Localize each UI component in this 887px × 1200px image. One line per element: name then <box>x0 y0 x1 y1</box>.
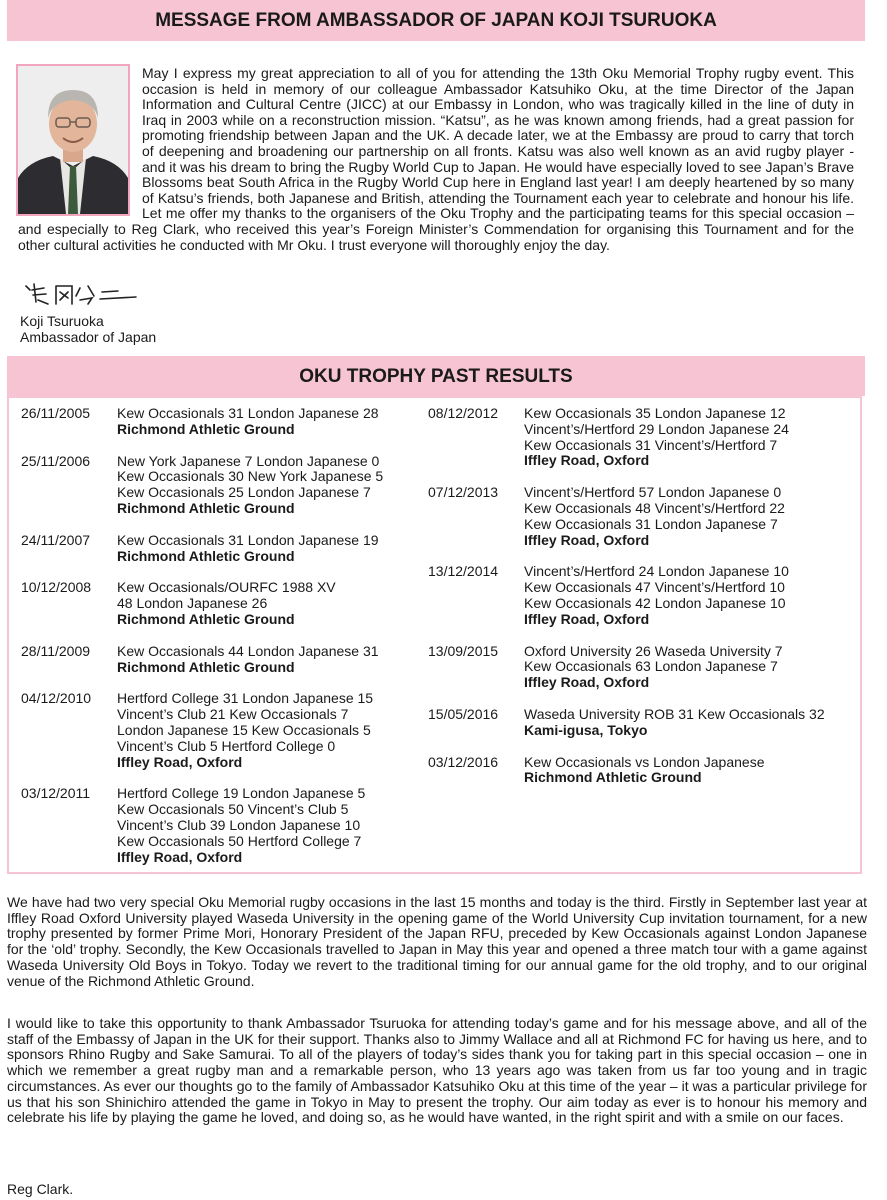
signer-name: Koji Tsuruoka <box>20 313 104 329</box>
result-entry <box>428 406 868 469</box>
closing-author: Reg Clark. <box>7 1181 74 1197</box>
result-venue: Iffley Road, Oxford <box>524 531 650 548</box>
result-entry <box>21 406 421 438</box>
result-score-line: Kew Occasionals vs London Japanese <box>524 753 765 770</box>
result-venue: Richmond Athletic Ground <box>117 547 295 564</box>
result-score-line: Vincent’s Club 21 Kew Occasionals 7 <box>117 706 349 723</box>
result-entry <box>21 533 421 565</box>
result-details <box>117 580 421 627</box>
result-score-line: London Japanese 15 Kew Occasionals 5 <box>117 721 371 738</box>
closing-paragraph-2: I would like to take this opportunity to thank Ambassador Tsuruoka for attending today’s game and for his message above, and all of the staff of the Embassy of Japan in the UK for their support. Thanks also to Jimmy Wallace and all at Richmond FC for having us here, and to sponsors Rhino Rugby and Sake Samurai. To all of the players of today’s sides thank you for taking part in this special occasion – one in which we remember a great rugby man and a remarkable person, who 13 years ago was taken from us far too young and in tragic circumstances. As ever our thoughts go to the family of Ambassador Katsuhiko Oku at this time of the year – it was a particular privilege for us that his son Shinichiro attended the game in Tokyo in May to present the trophy. Our aim today as ever is to honour his memory and celebrate his life by playing the game he loved, and doing so, as he would have wanted, in the right spirit and with a smile on our faces. <box>7 1015 867 1126</box>
result-score-line: Oxford University 26 Waseda University 7 <box>524 642 783 659</box>
result-score-line: Kew Occasionals 30 New York Japanese 5 <box>117 468 384 485</box>
result-date: 25/11/2006 <box>21 452 91 469</box>
result-score-line: Kew Occasionals 47 Vincent’s/Hertford 10 <box>524 579 785 596</box>
result-details <box>524 755 868 787</box>
result-score-line: Kew Occasionals/OURFC 1988 XV <box>117 579 336 596</box>
result-entry <box>428 707 868 739</box>
result-score-line: Kew Occasionals 31 London Japanese 7 <box>524 515 778 532</box>
result-venue: Iffley Road, Oxford <box>524 674 650 691</box>
result-venue: Iffley Road, Oxford <box>524 610 650 627</box>
results-banner: OKU TROPHY PAST RESULTS <box>7 356 865 396</box>
result-score-line: Kew Occasionals 44 London Japanese 31 <box>117 642 379 659</box>
result-score-line: Kew Occasionals 50 Vincent’s Club 5 <box>117 801 349 818</box>
result-venue: Iffley Road, Oxford <box>117 848 243 865</box>
result-score-line: Hertford College 19 London Japanese 5 <box>117 785 366 802</box>
result-score-line: Vincent’s/Hertford 24 London Japanese 10 <box>524 563 789 580</box>
result-venue: Kami-igusa, Tokyo <box>524 721 648 738</box>
result-score-line: Vincent’s/Hertford 29 London Japanese 24 <box>524 420 789 437</box>
result-details <box>117 691 421 770</box>
result-entry <box>21 580 421 627</box>
result-date: 24/11/2007 <box>21 531 91 548</box>
result-details <box>524 406 868 469</box>
message-text: May I express my great appreciation to all of you for attending the 13th Oku Memorial Trophy rugby event. This occasion is held in memory of our colleague Ambassador Katsuhiko Oku, at the time Director of the Japan Information and Cultural Centre (JICC) at our Embassy in London, who was tragically killed in the line of duty in Iraq in 2003 while on a reconstruction mission. “Katsu”, as he was known among friends, had a great passion for promoting friendship between Japan and the UK. A decade later, we at the Embassy are proud to carry that torch of deepening and broadening our partnership on all fronts. Katsu was also well known as an avid rugby player - and it was his dream to bring the Rugby World Cup to Japan. He would have especially loved to see Japan’s Brave Blossoms beat South Africa in the Rugby World Cup here in England last year! I am deeply heartened by so many of Katsu’s friends, both Japanese and British, attending the Tournament each year to celebrate and honour his life. Let me offer my thanks to the organisers of the Oku Trophy and the participating teams for this special occasion – and especially to Reg Clark, who received this year’s Foreign Minister’s Commendation for organising this Tournament and for the other cultural activities he conducted with Mr Oku. I trust everyone will thoroughly enjoy the day. <box>18 65 854 253</box>
result-details <box>524 485 868 548</box>
result-score-line: Kew Occasionals 48 Vincent’s/Hertford 22 <box>524 499 785 516</box>
result-score-line: Vincent’s Club 39 London Japanese 10 <box>117 816 361 833</box>
result-date: 13/12/2014 <box>428 563 499 580</box>
result-date: 28/11/2009 <box>21 642 91 659</box>
result-venue: Richmond Athletic Ground <box>117 420 295 437</box>
result-date: 15/05/2016 <box>428 705 499 722</box>
result-details <box>117 786 421 865</box>
results-column-left <box>21 406 421 881</box>
signer-title: Ambassador of Japan <box>20 329 157 345</box>
result-score-line: Kew Occasionals 63 London Japanese 7 <box>524 658 778 675</box>
result-entry <box>21 644 421 676</box>
result-venue: Richmond Athletic Ground <box>117 499 295 516</box>
result-entry <box>428 644 868 691</box>
ambassador-message <box>18 66 854 253</box>
result-details <box>117 406 421 438</box>
result-date: 08/12/2012 <box>428 405 499 421</box>
result-score-line: Waseda University ROB 31 Kew Occasionals 32 <box>524 705 825 722</box>
result-score-line: Vincent’s Club 5 Hertford College 0 <box>117 737 336 754</box>
result-entry <box>21 786 421 865</box>
result-date: 07/12/2013 <box>428 484 499 501</box>
result-date: 13/09/2015 <box>428 642 499 659</box>
result-details <box>117 644 421 676</box>
result-score-line: Kew Occasionals 50 Hertford College 7 <box>117 832 362 849</box>
result-date: 26/11/2005 <box>21 405 91 421</box>
result-details <box>117 454 421 517</box>
result-score-line: Kew Occasionals 31 London Japanese 19 <box>117 531 379 548</box>
result-entry <box>428 564 868 627</box>
result-venue: Richmond Athletic Ground <box>117 658 295 675</box>
result-date: 10/12/2008 <box>21 579 92 596</box>
results-column-right <box>428 406 868 802</box>
result-score-line: 48 London Japanese 26 <box>117 595 268 612</box>
result-date: 03/12/2011 <box>21 785 91 802</box>
result-details <box>524 564 868 627</box>
result-score-line: Kew Occasionals 31 London Japanese 28 <box>117 405 379 421</box>
result-details <box>524 707 868 739</box>
result-score-line: Kew Occasionals 25 London Japanese 7 <box>117 484 371 501</box>
message-banner: MESSAGE FROM AMBASSADOR OF JAPAN KOJI TSURUOKA <box>7 0 865 41</box>
result-entry <box>428 485 868 548</box>
result-venue: Iffley Road, Oxford <box>524 452 650 469</box>
result-score-line: Kew Occasionals 31 Vincent’s/Hertford 7 <box>524 436 778 453</box>
result-entry <box>428 755 868 787</box>
result-venue: Iffley Road, Oxford <box>117 753 243 770</box>
result-score-line: Kew Occasionals 35 London Japanese 12 <box>524 405 786 421</box>
result-score-line: Kew Occasionals 42 London Japanese 10 <box>524 594 786 611</box>
result-venue: Richmond Athletic Ground <box>117 610 295 627</box>
handwritten-signature <box>22 280 142 310</box>
result-venue: Richmond Athletic Ground <box>524 769 702 786</box>
result-entry <box>21 691 421 770</box>
result-score-line: Hertford College 31 London Japanese 15 <box>117 690 374 707</box>
result-details <box>117 533 421 565</box>
result-date: 04/12/2010 <box>21 690 92 707</box>
result-score-line: Vincent’s/Hertford 57 London Japanese 0 <box>524 484 782 501</box>
result-score-line: New York Japanese 7 London Japanese 0 <box>117 452 380 469</box>
result-date: 03/12/2016 <box>428 753 499 770</box>
result-details <box>524 644 868 691</box>
closing-paragraph-1: We have had two very special Oku Memorial rugby occasions in the last 15 months and today is the third. Firstly in September last year at Iffley Road Oxford University played Waseda University in the opening game of the World University Cup invitation tournament, for a new trophy presented by former Prime Mori, Honorary President of the Japan RFU, preceded by Kew Occasionals against London Japanese for the ‘old’ trophy. Secondly, the Kew Occasionals travelled to Japan in May this year and opened a three match tour with a game against Waseda University Old Boys in Tokyo. Today we revert to the traditional timing for our annual game for the old trophy, and to our original venue of the Richmond Athletic Ground. <box>7 894 867 989</box>
result-entry <box>21 454 421 517</box>
